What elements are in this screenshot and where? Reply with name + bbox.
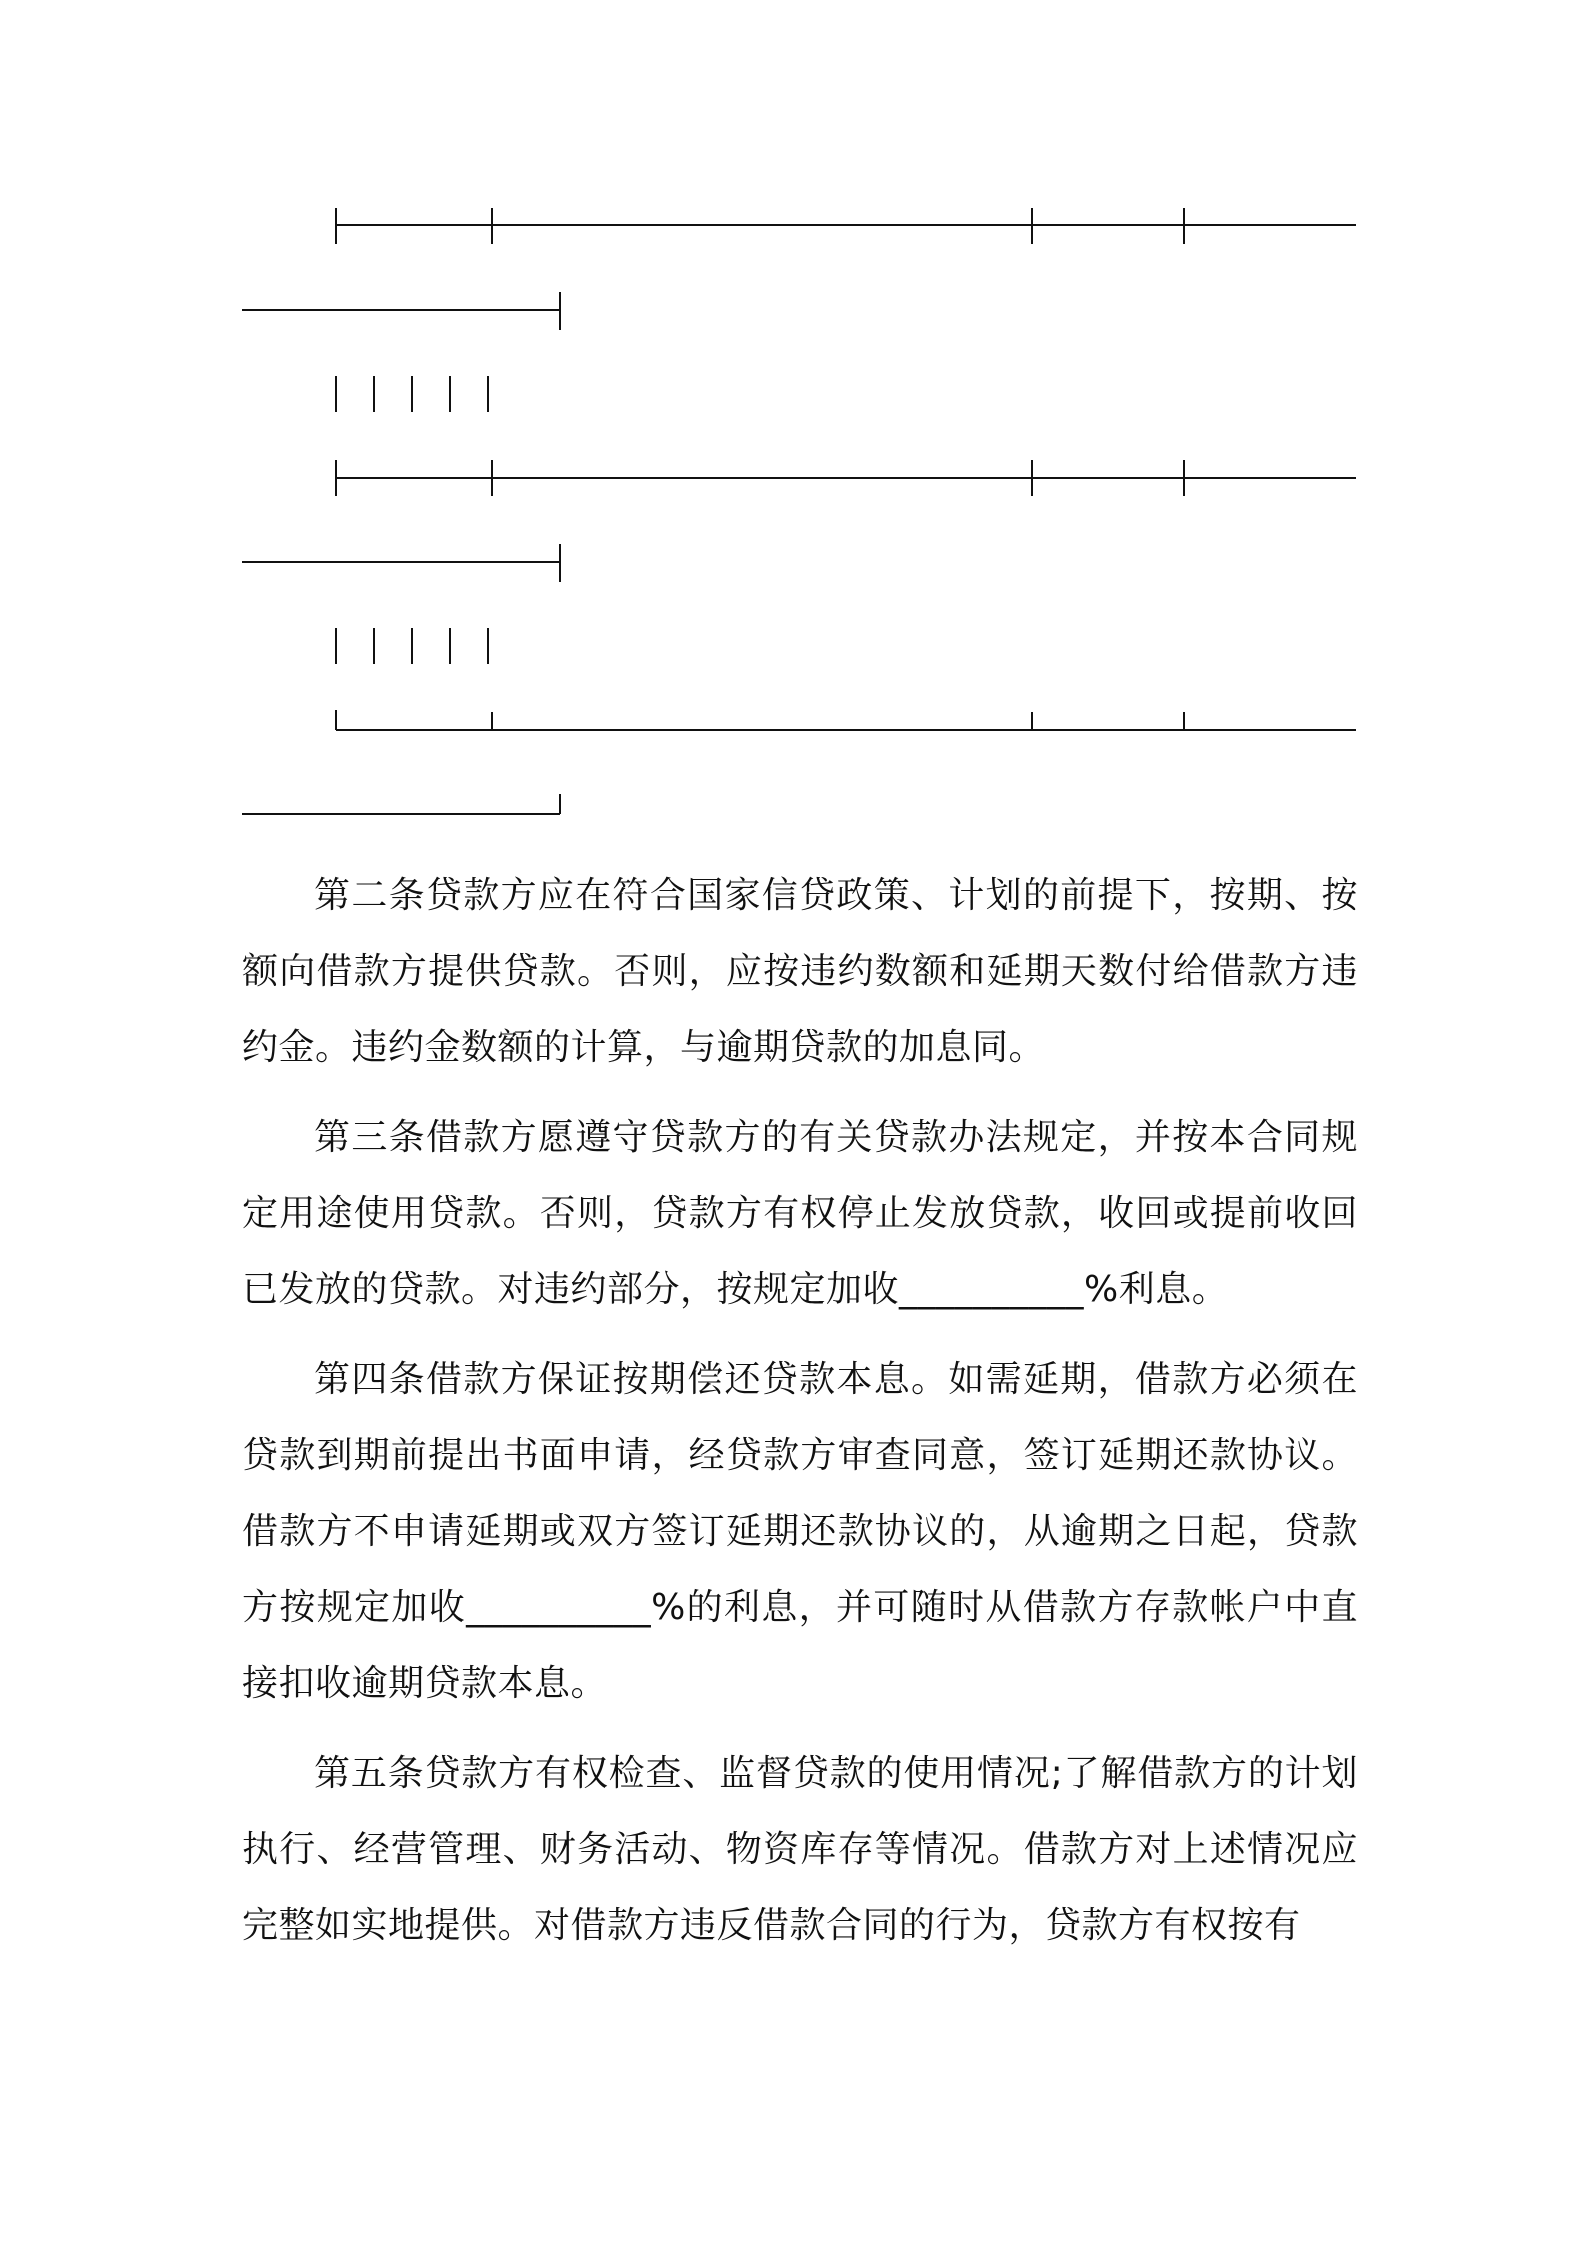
table-cell-separators-2 (336, 628, 488, 664)
table-border-row-1 (242, 208, 1356, 330)
table-cell-separators-1 (336, 376, 488, 412)
article-3-paragraph: 第三条借款方愿遵守贷款方的有关贷款办法规定，并按本合同规定用途使用贷款。否则，贷款方有权停止发放贷款，收回或提前收回已发放的贷款。对违约部分，按规定加收__________%利息。 (242, 1117, 1358, 1310)
article-4-paragraph: 第四条借款方保证按期偿还贷款本息。如需延期，借款方必须在贷款到期前提出书面申请，经贷款方审查同意，签订延期还款协议。借款方不申请延期或双方签订延期还款协议的，从逾期之日起，贷款方按规定加收__________%的利息，并可随时从借款方存款帐户中直接扣收逾期贷款本息。 (242, 1359, 1358, 1704)
article-5-paragraph: 第五条贷款方有权检查、监督贷款的使用情况;了解借款方的计划执行、经营管理、财务活动、物资库存等情况。借款方对上述情况应完整如实地提供。对借款方违反借款合同的行为，贷款方有权按有 (242, 1753, 1358, 1946)
table-border-row-2 (242, 460, 1356, 582)
text-table-art (0, 0, 1586, 860)
contract-body (242, 858, 1358, 1978)
article-2-paragraph: 第二条贷款方应在符合国家信贷政策、计划的前提下，按期、按额向借款方提供贷款。否则，应按违约数额和延期天数付给借款方违约金。违约金数额的计算，与逾期贷款的加息同。 (242, 875, 1358, 1068)
table-border-bottom (242, 710, 1356, 814)
